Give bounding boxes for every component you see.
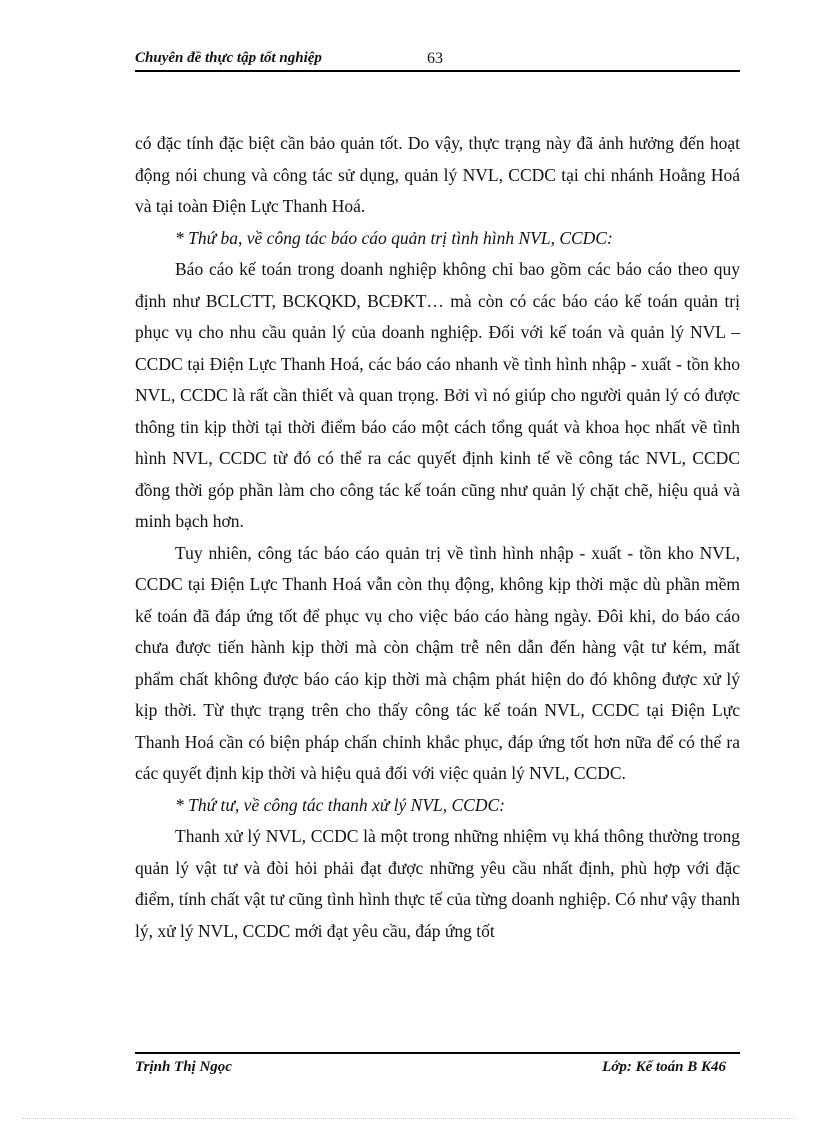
section-heading: * Thứ tư, về công tác thanh xử lý NVL, CCDC: — [175, 794, 505, 815]
page-header — [135, 48, 740, 72]
page-footer — [135, 1052, 740, 1080]
paragraph: có đặc tính đặc biệt cần bảo quản tốt. Do vậy, thực trạng này đã ảnh hưởng đến hoạt động nói chung và công tác sử dụng, quản lý NVL, CCDC tại chi nhánh Hoằng Hoá và tại toàn Điện Lực Thanh Hoá. — [135, 133, 740, 216]
paragraph: Tuy nhiên, công tác báo cáo quản trị về tình hình nhập - xuất - tồn kho NVL, CCDC tại Điện Lực Thanh Hoá vẫn còn thụ động, không kịp thời mặc dù phần mềm kế toán đã đáp ứng tốt để phục vụ cho việc báo cáo hàng ngày. Đôi khi, do báo cáo chưa được tiến hành kịp thời mà còn chậm trễ nên dẫn đến hàng vật tư kém, mất phẩm chất không được báo cáo kịp thời mà chậm phát hiện do đó không được xử lý kịp thời. Từ thực trạng trên cho thấy công tác kế toán NVL, CCDC tại Điện Lực Thanh Hoá cần có biện pháp chấn chỉnh khắc phục, đáp ứng tốt hơn nữa để có thể ra các quyết định kịp thời và hiệu quả đối với việc quản lý NVL, CCDC. — [135, 542, 740, 783]
document-body — [135, 128, 740, 947]
page-number: 63 — [427, 50, 443, 67]
page-edge-divider — [22, 1118, 794, 1119]
header-title: Chuyên đề thực tập tốt nghiệp — [135, 50, 322, 66]
footer-author: Trịnh Thị Ngọc — [135, 1059, 232, 1075]
paragraph: Báo cáo kế toán trong doanh nghiệp không chỉ bao gồm các báo cáo theo quy định như BCLCTT, BCKQKD, BCĐKT… mà còn có các báo cáo kế toán quản trị phục vụ cho nhu cầu quản lý của doanh nghiệp. Đối với kế toán và quản lý NVL – CCDC tại Điện Lực Thanh Hoá, các báo cáo nhanh về tình hình nhập - xuất - tồn kho NVL, CCDC là rất cần thiết và quan trọng. Bởi vì nó giúp cho người quản lý có được thông tin kịp thời tại thời điểm báo cáo một cách tổng quát và khoa học nhất về tình hình NVL, CCDC từ đó có thể ra các quyết định kinh tế về công tác NVL, CCDC đồng thời góp phần làm cho công tác kế toán cũng như quản lý chặt chẽ, hiệu quả và minh bạch hơn. — [135, 259, 740, 531]
footer-class: Lớp: Kế toán B K46 — [602, 1059, 726, 1075]
section-heading: * Thứ ba, về công tác báo cáo quản trị tình hình NVL, CCDC: — [175, 227, 613, 248]
paragraph: Thanh xử lý NVL, CCDC là một trong những nhiệm vụ khá thông thường trong quản lý vật tư và đòi hỏi phải đạt được những yêu cầu nhất định, phù hợp với đặc điểm, tính chất vật tư cũng tình hình thực tế của từng doanh nghiệp. Có như vậy thanh lý, xử lý NVL, CCDC mới đạt yêu cầu, đáp ứng tốt — [135, 826, 740, 941]
